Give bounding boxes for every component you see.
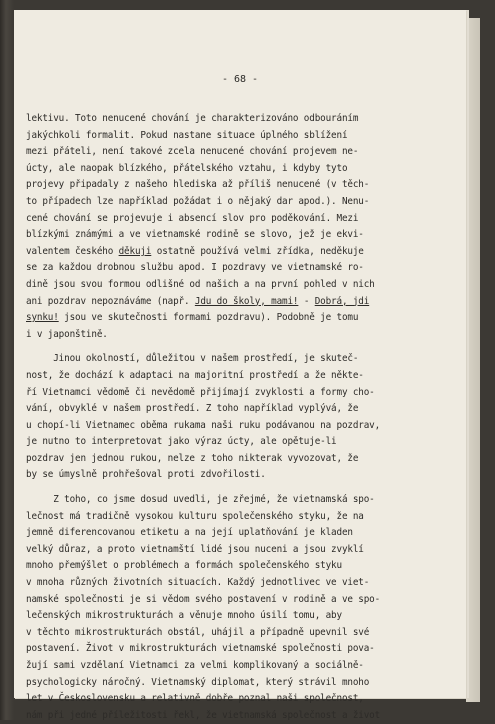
text-line [26, 294, 460, 311]
paragraph-gap [26, 484, 460, 492]
text-line: jemně diferencovanou etiketu a na její uplatňování je kladen [26, 527, 353, 539]
text-line: by se úmyslně prohřešoval proti zdvořilosti. [26, 469, 266, 481]
text-line: i v japonštině. [26, 328, 108, 340]
text-line: lečnost má tradičně vysokou kulturu společenského styku, že na [26, 510, 364, 522]
text-line: v těchto mikrostrukturách obstál, uhájil a případně upevnil své [26, 626, 370, 638]
text-line: projevy připadaly z našeho hlediska až příliš nenucené (v těch- [26, 179, 370, 191]
text-line: ří Vietnamci vědomě či nevědomě přijímají zvyklosti a formy cho- [26, 386, 375, 398]
text-line: jakýchkoli formalit. Pokud nastane situace úplného sblížení [26, 129, 348, 141]
text-segment: valentem českého [26, 245, 119, 257]
text-line: Jinou okolností, důležitou v našem prostředí, je skuteč- [26, 353, 359, 365]
text-line: psychologicky náročný. Vietnamský diplomat, který strávil mnoho [26, 676, 370, 688]
text-line: úcty, ale naopak blízkého, přátelského vztahu, i kdyby tyto [26, 162, 348, 174]
text-line: mnoho přemýšlet o problémech a formách společenského styku [26, 560, 342, 572]
text-line: mezi přáteli, není takové zcela nenucené chování projevem ne- [26, 146, 359, 158]
text-line: lektivu. Toto nenucené chování je charakterizováno odbouráním [26, 113, 359, 124]
text-line: blízkými známými a ve vietnamské rodině se slovo, jež je ekvi- [26, 229, 364, 241]
text-segment: ani pozdrav nepoznáváme (např. [26, 295, 195, 307]
text-line: postavení. Život v mikrostrukturách vietnamské společnosti pova- [26, 643, 375, 655]
text-line [26, 310, 460, 327]
text-line: v mnoha různých životních situacích. Každý jednotlivec ve viet- [26, 577, 370, 589]
text-line: je nutno to interpretovat jako výraz úcty, ale opětuje-li [26, 436, 337, 448]
text-line: žují sami vzdělaní Vietnamci za velmi komplikovaný a sociálně- [26, 660, 364, 671]
text-segment: - [298, 295, 315, 307]
text-line: nám při jedné příležitosti řekl, že vietnamská společnost a život [26, 709, 381, 721]
underlined-phrase: Dobrá, jdi [314, 295, 370, 307]
text-line: vání, obvyklé v našem prostředí. Z toho například vyplývá, že [26, 403, 359, 415]
text-segment: jsou ve skutečnosti formami pozdravu). Podobně je tomu [58, 312, 359, 324]
text-line: namské společnosti je si vědom svého postavení v rodině a ve spo- [26, 593, 381, 605]
text-line: cené chování se projevuje i absencí slov pro poděkování. Mezi [26, 212, 359, 224]
text-line: u chopí-li Vietnamec oběma rukama naši ruku podávanou na pozdrav, [26, 419, 381, 431]
text-segment: ostatně používá velmi zřídka, neděkuje [151, 245, 364, 257]
text-line: dině jsou svou formou odlišné od našich a na první pohled v nich [26, 278, 375, 290]
underlined-phrase: synku! [26, 312, 59, 324]
paragraph-gap [26, 343, 460, 351]
text-line: lečenských mikrostrukturách a věnuje mnoho úsilí tomu, aby [26, 610, 342, 622]
underlined-phrase: Jdu do školy, mami! [194, 295, 299, 307]
text-line: nost, že dochází k adaptaci na majoritní prostředí a že někte- [26, 369, 364, 381]
text-line: to případech lze například požádat i o nějaký dar apod.). Nenu- [26, 195, 370, 207]
body-text [26, 111, 460, 724]
underlined-word: děkuji [118, 245, 152, 257]
underlying-page-edge [466, 18, 480, 702]
text-line [26, 244, 460, 261]
text-line: let v Československu a relativně dobře poznal naši společnost, [26, 693, 364, 705]
page-number: - 68 - [221, 74, 259, 85]
document-page [14, 10, 466, 721]
text-line: pozdrav jen jednou rukou, nelze z toho nikterak vyvozovat, že [26, 452, 359, 464]
text-line: velký důraz, a proto vietnamští lidé jsou nuceni a jsou zvyklí [26, 543, 364, 555]
text-line: se za každou drobnou službu apod. I pozdravy ve vietnamské ro- [26, 262, 364, 274]
text-line: Z toho, co jsme dosud uvedli, je zřejmé, že vietnamská spo- [26, 494, 375, 506]
